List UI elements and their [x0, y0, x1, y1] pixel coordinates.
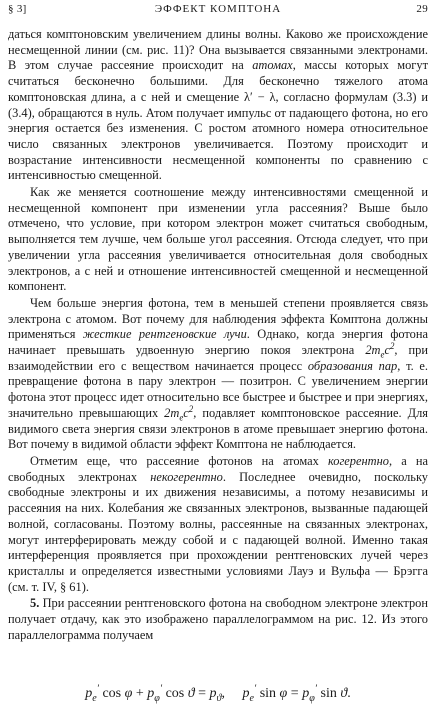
rest-energy-expression: $2m_ec^2$ [164, 403, 194, 423]
formula-term: $p_ϑ$ [209, 686, 222, 704]
rest-energy-expression: $2m_ec^2$ [365, 340, 395, 360]
formula-term: $p_e'$ [85, 683, 99, 704]
item-number: 5. [30, 596, 40, 611]
text-run: Как же меняется соотношение между интенсивностями смещенной и несмещенной компонент при изменении угла рассеяния? Выше было отмечено, что условие, при котором электрон может считаться свободным, выполняется тем лучше, чем больше угол рассеяния. Отсюда следует, что при увеличении угла рассеяния увеличивается относительная доля свободных электронов, а с ней и отношение интенсивностей смещенной и несмещенной компонент. [8, 185, 428, 294]
emphasis-pair-production: образования пар [307, 358, 398, 373]
body-text [8, 27, 428, 643]
emphasis-hard-xrays: жесткие рентгеновские лучи [82, 327, 247, 342]
text-run: , массы которых могут считаться бесконечно большими. Для бесконечно тяжелого атома комптоновская длина, а с ней и смещение λ′ − λ, согласно формулам (3.3) и (3.4), обращаются в нуль. Атом получает импульс от падающего фотона, но его энергия остается без изменения. С ростом атомного номера относительное число связанных электронов увеличивается. Поэтому происходит и возрастание интенсивности несмещенной компоненты по сравнению с интенсивностью смещенной. [8, 58, 428, 183]
text-run: даться комптоновским увеличением длины волны. Каково же происхождение несмещенной линии (см. рис. 11)? Она вызывается связанными электронами. В этом случае рассеяние происходит на [8, 27, 428, 73]
page-number: 29 [416, 3, 428, 15]
paragraph-scattering-angle [8, 185, 428, 295]
momentum-equations: $p_e'$ $\cos \varphi + p_\varphi'$ $\cos ϑ = p_ϑ$, $p_e'$ $\sin \varphi = p_\varphi'$ sin ϑ. [85, 683, 351, 704]
running-header [8, 3, 428, 19]
paragraph-recoil [8, 596, 428, 643]
emphasis-coherent: когерентно [327, 453, 389, 468]
paragraph-continuation [8, 27, 428, 184]
text-run: , подавляет комптоновское рассеяние. Для видимого света энергия связи электронов в атоме превышает энергию фотона. Вот почему в видимой области эффект Комптона не наблюдается. [8, 405, 429, 452]
text-run: Отметим еще, что рассеяние фотонов на атомах [30, 453, 328, 468]
text-run: Чем больше энергия фотона, тем в меньшей степени проявляется связь электрона с атомом. Вот почему для наблюдения эффекта Комптона должны применяться [8, 295, 428, 342]
emphasis-atoms: атомах [252, 58, 293, 73]
paragraph-coherence [8, 454, 428, 595]
text-run: , при взаимодействии его с веществом начинается процесс [8, 343, 429, 373]
formula-term: $p_e'$ [242, 683, 257, 704]
text-run: , т. е. превращение фотона в пару электрон — позитрон. С увеличением энергии фотона этот процесс идет относительно все быстрее и быстрее и при энергиях, значительно превышающих [8, 358, 428, 420]
text-run: , а на свободных электронах [8, 453, 428, 484]
section-marker: § 3] [8, 3, 27, 15]
text-run: При рассеянии рентгеновского фотона на свободном электроне электрон получает отдачу, как это изображено параллелограммом на рис. 12. Из этого параллелограмма получаем [8, 596, 428, 642]
formula-term: $p_\varphi'$ [302, 683, 317, 704]
running-title: ЭФФЕКТ КОМПТОНА [154, 3, 282, 15]
text-run: . Последнее очевидно, поскольку свободные электроны и их движения независимы, а потому независимы и рассеяния на них. Колебания же связанных электронов, вызванные падающей волной, согласованы. Поэтому волны, рассеянные на связанных электронах, могут интерферировать между собой и с падающей волной. Именно такая интерференция проявляется при прохождении рентгеновских лучей через кристаллы и определяется известными условиями Лауэ и Вульфа — Брэгга (см. т. IV, § 61). [8, 469, 429, 594]
emphasis-incoherent: некогерентно [150, 469, 223, 484]
paragraph-photon-energy [8, 296, 428, 453]
formula-term: $p_\varphi'$ [147, 683, 163, 704]
text-run: . Однако, когда энергия фотона начинает превышать удвоенную энергию покоя электрона [8, 327, 428, 358]
